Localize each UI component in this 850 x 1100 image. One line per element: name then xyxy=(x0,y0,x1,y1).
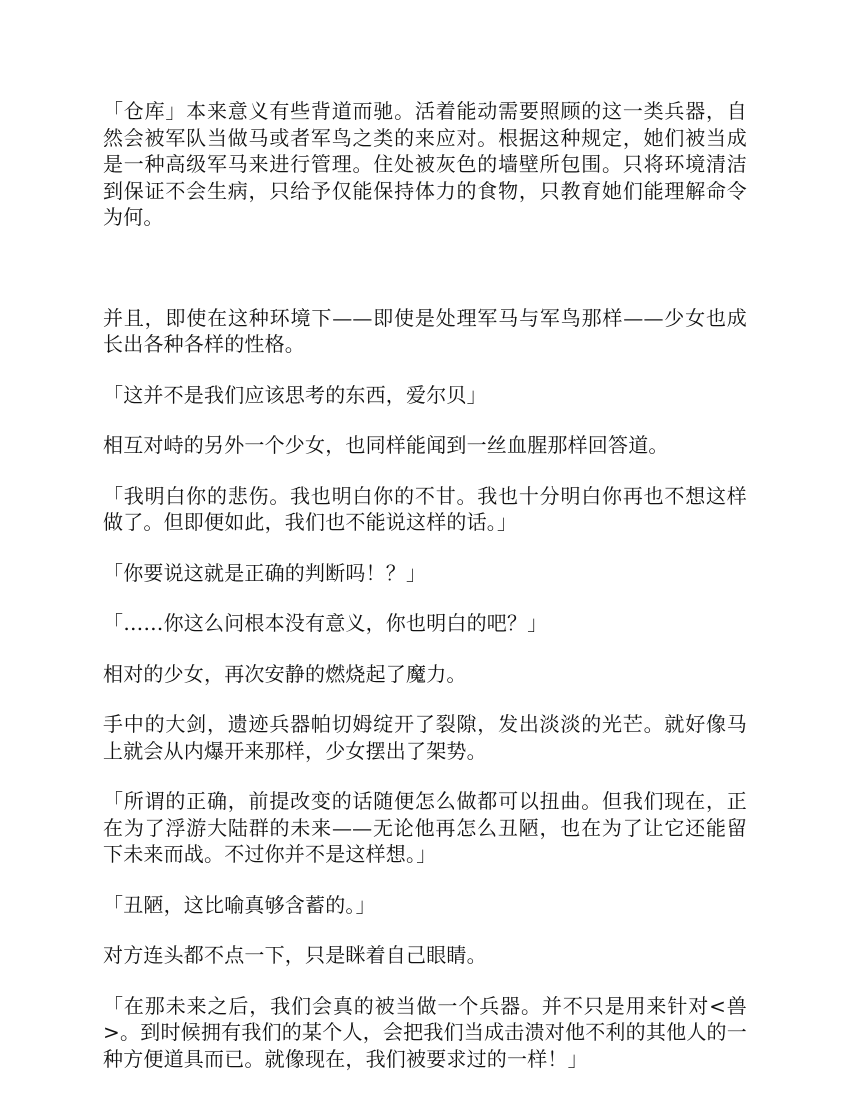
paragraph: 并且，即使在这种环境下——即使是处理军马与军鸟那样——少女也成长出各种各样的性格。 xyxy=(103,305,747,356)
paragraph: 「丑陋，这比喻真够含蓄的。」 xyxy=(103,892,376,917)
paragraph: 「你要说这就是正确的判断吗！？」 xyxy=(103,560,427,585)
document-page xyxy=(103,98,747,1072)
paragraph: 「我明白你的悲伤。我也明白你的不甘。我也十分明白你再也不想这样做了。但即便如此，我们也不能说这样的话。」 xyxy=(103,483,747,534)
paragraph: 「所谓的正确，前提改变的话随便怎么做都可以扭曲。但我们现在，正在为了浮游大陆群的未来——无论他再怎么丑陋，也在为了让它还能留下未来而战。不过你并不是这样想。」 xyxy=(103,789,747,866)
paragraph: 「仓库」本来意义有些背道而驰。活着能动需要照顾的这一类兵器，自然会被军队当做马或者军鸟之类的来应对。根据这种规定，她们被当成是一种高级军马来进行管理。住处被灰色的墙壁所包围。只将环境清洁到保证不会生病，只给予仅能保持体力的食物，只教育她们能理解命令为何。 xyxy=(103,99,747,229)
paragraph: 「这并不是我们应该思考的东西，爱尔贝」 xyxy=(103,382,487,407)
paragraph: 相互对峙的另外一个少女，也同样能闻到一丝血腥那样回答道。 xyxy=(103,433,669,457)
paragraph: 对方连头都不点一下，只是眯着自己眼睛。 xyxy=(103,943,487,967)
paragraph: 「在那未来之后，我们会真的被当做一个兵器。并不只是用来针对<兽>。到时候拥有我们的某个人，会把我们当成击溃对他不利的其他人的一种方便道具而已。就像现在，我们被要求过的一样！」 xyxy=(103,993,747,1071)
paragraph: 「……你这么问根本没有意义，你也明白的吧？」 xyxy=(103,611,548,635)
paragraph: 手中的大剑，遗迹兵器帕切姆绽开了裂隙，发出淡淡的光芒。就好像马上就会从内爆开来那样，少女摆出了架势。 xyxy=(103,712,747,763)
paragraph: 相对的少女，再次安静的燃烧起了魔力。 xyxy=(103,661,467,686)
